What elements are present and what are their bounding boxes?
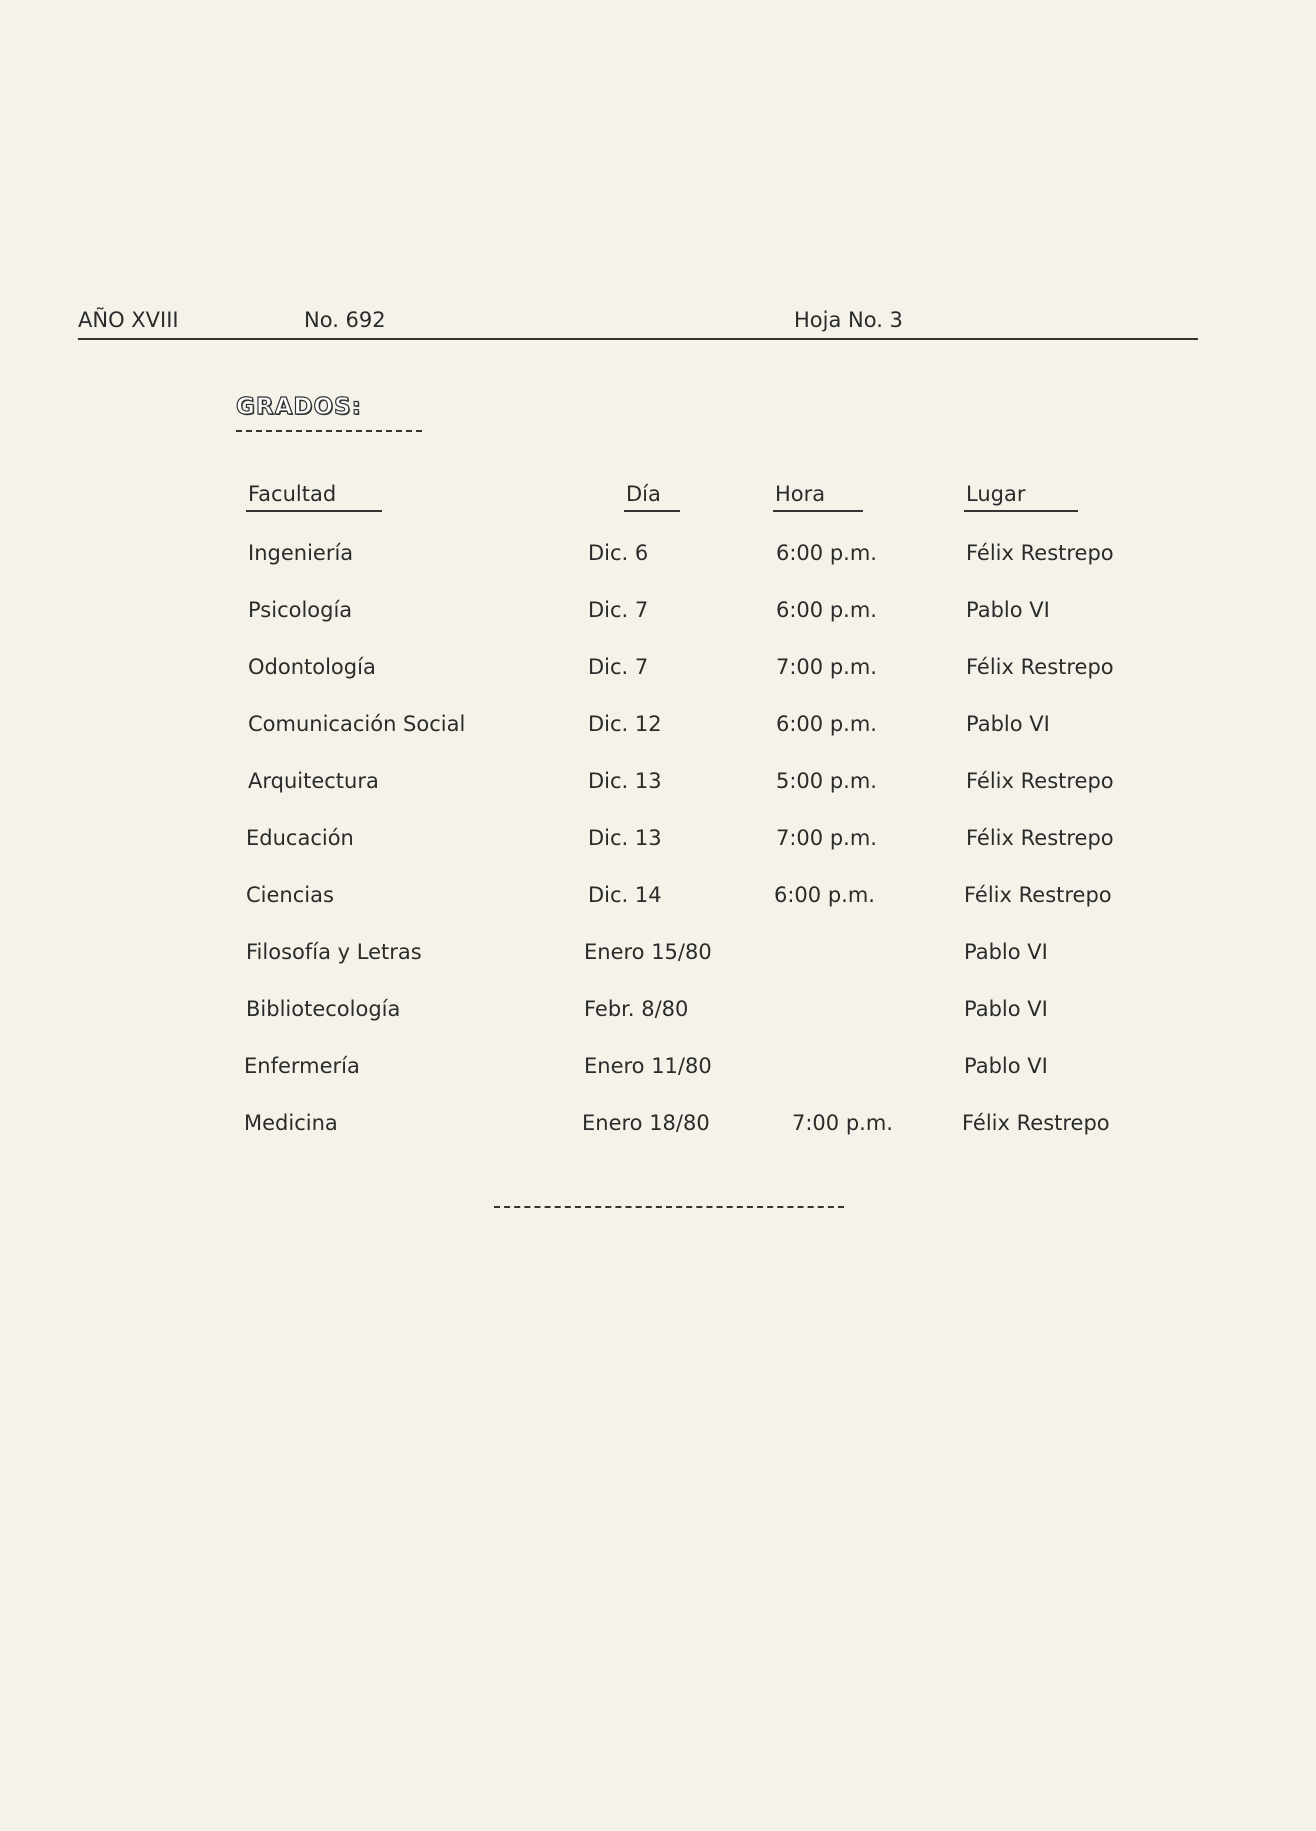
end-separator [494,1206,844,1208]
cell-hora: 7:00 p.m. [776,655,877,679]
table-row [0,883,1316,913]
table-row [0,826,1316,856]
table-row [0,1054,1316,1084]
cell-hora: 6:00 p.m. [776,712,877,736]
cell-facultad: Medicina [244,1111,338,1135]
table-row [0,997,1316,1027]
cell-facultad: Odontología [248,655,376,679]
col-rule-dia [624,510,680,512]
cell-lugar: Pablo VI [964,1054,1048,1078]
table-row [0,940,1316,970]
cell-facultad: Bibliotecología [246,997,401,1021]
table-row [0,598,1316,628]
cell-lugar: Félix Restrepo [966,655,1114,679]
page-header [78,308,1198,342]
header-number: No. 692 [304,308,386,332]
cell-dia: Dic. 7 [588,655,649,679]
cell-lugar: Félix Restrepo [964,883,1112,907]
cell-hora: 7:00 p.m. [776,826,877,850]
cell-dia: Enero 15/80 [584,940,712,964]
col-rule-lugar [964,510,1078,512]
cell-lugar: Pablo VI [964,940,1048,964]
header-rule [78,338,1198,340]
cell-dia: Enero 11/80 [584,1054,712,1078]
header-sheet: Hoja No. 3 [794,308,903,332]
cell-lugar: Félix Restrepo [966,826,1114,850]
table-row [0,769,1316,799]
col-head-lugar: Lugar [966,482,1026,506]
cell-facultad: Educación [246,826,354,850]
cell-dia: Enero 18/80 [582,1111,710,1135]
header-year: AÑO XVIII [78,308,179,332]
cell-dia: Dic. 12 [588,712,662,736]
cell-facultad: Enfermería [244,1054,360,1078]
cell-lugar: Félix Restrepo [962,1111,1110,1135]
cell-facultad: Ciencias [246,883,334,907]
col-head-facultad: Facultad [248,482,337,506]
cell-facultad: Arquitectura [248,769,379,793]
cell-dia: Febr. 8/80 [584,997,689,1021]
table-row [0,541,1316,571]
cell-lugar: Félix Restrepo [966,769,1114,793]
col-rule-facultad [246,510,382,512]
cell-facultad: Filosofía y Letras [246,940,422,964]
cell-dia: Dic. 7 [588,598,649,622]
section-title: GRADOS: [236,394,362,420]
cell-hora: 6:00 p.m. [776,541,877,565]
table-row [0,655,1316,685]
col-head-hora: Hora [775,482,826,506]
cell-hora: 7:00 p.m. [792,1111,893,1135]
cell-hora: 6:00 p.m. [776,598,877,622]
cell-dia: Dic. 14 [588,883,662,907]
table-row [0,1111,1316,1141]
cell-lugar: Félix Restrepo [966,541,1114,565]
col-rule-hora [773,510,863,512]
cell-facultad: Psicología [248,598,353,622]
cell-facultad: Comunicación Social [248,712,466,736]
cell-hora: 6:00 p.m. [774,883,875,907]
cell-lugar: Pablo VI [964,997,1048,1021]
cell-lugar: Pablo VI [966,598,1050,622]
col-head-dia: Día [626,482,661,506]
cell-dia: Dic. 6 [588,541,649,565]
section-title-underline [236,430,422,432]
cell-facultad: Ingeniería [248,541,354,565]
table-row [0,712,1316,742]
cell-lugar: Pablo VI [966,712,1050,736]
cell-dia: Dic. 13 [588,769,662,793]
cell-hora: 5:00 p.m. [776,769,877,793]
cell-dia: Dic. 13 [588,826,662,850]
